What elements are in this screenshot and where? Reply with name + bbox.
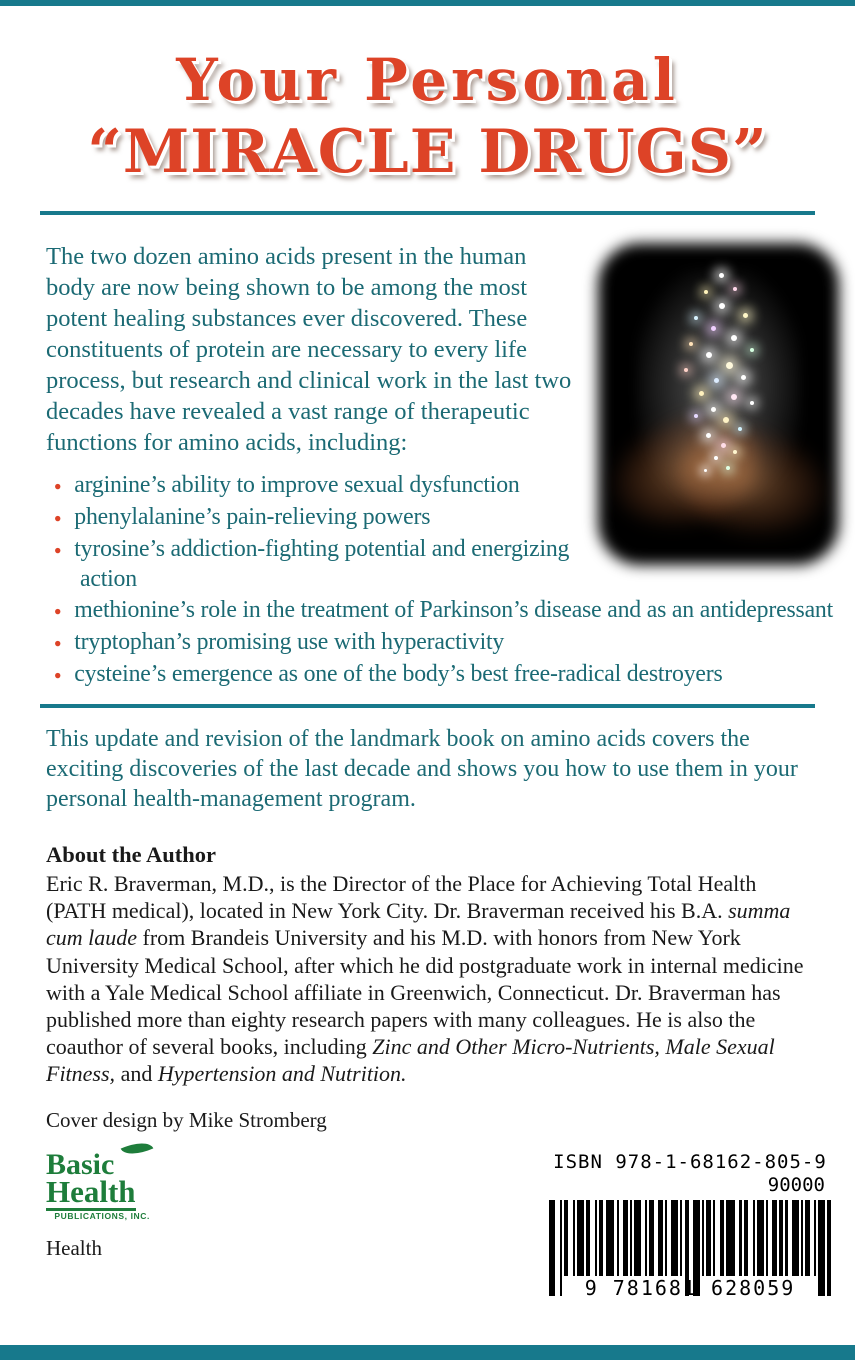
light-dot <box>699 391 704 396</box>
footer <box>46 1147 843 1300</box>
light-dot <box>733 450 737 454</box>
barcode-bar <box>649 1200 653 1276</box>
top-border-band <box>0 0 855 6</box>
hands-photo <box>596 241 841 567</box>
barcode-bar <box>792 1200 799 1276</box>
intro-paragraph: The two dozen amino acids present in the human body are now being shown to be among the most potent healing substances ever discovered. These constituents of protein are necessary to every life process, but research and clinical work in the last two decades have revealed a vast range of therapeutic functions for amino acids, including: <box>46 242 572 456</box>
barcode-bar <box>702 1200 704 1276</box>
barcode-bar <box>766 1200 768 1276</box>
light-dot <box>738 427 742 431</box>
barcode-bar <box>805 1200 809 1276</box>
intro-section <box>46 241 841 690</box>
bio-italic-segment: summa cum laude <box>46 898 791 951</box>
light-dot <box>721 443 726 448</box>
barcode-bar <box>680 1200 682 1276</box>
barcode-bar <box>772 1200 776 1276</box>
barcode-bar <box>586 1200 590 1276</box>
light-dot <box>726 466 730 470</box>
light-dot <box>711 326 716 331</box>
barcode-bar <box>599 1200 603 1276</box>
bio-text-segment: Eric R. Braverman, M.D., is the Director of the Place for Achieving Total Health (PATH medical), located in New York City. Dr. Braverman received his B.A. <box>46 870 757 924</box>
barcode-digits: 9 781681 628059 <box>584 1275 796 1300</box>
barcode-bar <box>706 1200 710 1276</box>
barcode-bar <box>564 1200 568 1276</box>
light-dot <box>731 394 737 400</box>
bio-text-segment: and <box>115 1061 158 1087</box>
author-bio <box>46 870 809 1088</box>
barcode-bar <box>634 1200 641 1276</box>
light-dot <box>719 303 725 309</box>
barcode-bar <box>573 1200 575 1276</box>
barcode-bar <box>757 1200 764 1276</box>
about-heading: About the Author <box>46 841 217 867</box>
barcode-bar <box>753 1200 755 1276</box>
benefit-item: ● methionine’s role in the treatment of Parkinson’s disease and as an antidepressant <box>46 596 841 626</box>
light-dot <box>733 287 737 291</box>
barcode-bar <box>720 1200 724 1276</box>
isbn-text: ISBN 978-1-68162-805-9 <box>553 1150 827 1173</box>
barcode-bar <box>606 1200 615 1276</box>
barcode-bar <box>726 1200 735 1276</box>
barcode-bar <box>713 1200 715 1276</box>
barcode-bar <box>658 1200 662 1276</box>
light-dot <box>743 313 748 318</box>
barcode-bar <box>801 1200 803 1276</box>
barcode-bar <box>630 1200 632 1276</box>
footer-left-column <box>46 1147 150 1262</box>
benefit-item: ● tyrosine’s addiction-fighting potential and energizing action <box>46 535 841 594</box>
barcode-bar <box>814 1200 816 1276</box>
bio-text-segment: from Brandeis University and his M.D. with honors from New York University Medical School, after which he did postgraduate work in internal medicine with a Yale Medical School affiliate in Greenwich, Connecticut. Dr. Braverman has published more than eighty research papers with many colleagues. He is also the coauthor of several books, including <box>46 925 804 1060</box>
barcode-bar <box>785 1200 787 1276</box>
light-dot <box>714 456 718 460</box>
light-dot <box>694 414 698 418</box>
title-line-1: Your Personal <box>176 46 679 114</box>
publisher-name-health: Health <box>46 1174 136 1210</box>
bio-italic-segment: Hypertension and Nutrition. <box>157 1061 407 1087</box>
publisher-subline: PUBLICATIONS, INC. <box>54 1210 150 1221</box>
barcode-bar <box>645 1200 647 1276</box>
light-dot <box>704 290 708 294</box>
bio-italic-segment: Male Sexual Fitness, <box>46 1034 775 1087</box>
category-label: Health <box>46 1236 102 1261</box>
benefit-item: ● phenylalanine’s pain-relieving powers <box>46 503 841 533</box>
light-dot <box>741 375 746 380</box>
about-section <box>46 842 809 1088</box>
benefit-item: ● cysteine’s emergence as one of the body’s best free-radical destroyers <box>46 660 841 690</box>
barcode-bar <box>595 1200 597 1276</box>
light-dot <box>694 316 698 320</box>
benefit-item: ● tryptophan’s promising use with hyperactivity <box>46 628 841 658</box>
barcode-bar <box>671 1200 678 1276</box>
barcode-bar <box>779 1200 783 1276</box>
benefit-item: ● arginine’s ability to improve sexual dysfunction <box>46 471 841 501</box>
light-dot <box>714 378 719 383</box>
publisher-name-basic: Basic <box>46 1147 115 1181</box>
summary-paragraph: This update and revision of the landmark book on amino acids covers the exciting discoveries of the last decade and shows you how to use them in your personal health-management program. <box>46 725 798 812</box>
barcode-bar <box>739 1200 741 1276</box>
light-dot <box>706 352 712 358</box>
barcode <box>543 1151 843 1300</box>
cover-credit: Cover design by Mike Stromberg <box>46 1107 327 1132</box>
light-dot <box>704 469 707 472</box>
divider-top-rule <box>40 211 815 215</box>
barcode-bar <box>744 1200 748 1276</box>
publisher-logo <box>46 1147 150 1221</box>
barcode-bar <box>617 1200 619 1276</box>
title-line-2: “MIRACLE DRUGS” <box>87 116 768 187</box>
barcode-bar <box>577 1200 584 1276</box>
bio-italic-segment: Zinc and Other Micro-Nutrients, <box>372 1034 660 1060</box>
bottom-border-band <box>0 1345 855 1360</box>
light-dot <box>689 342 693 346</box>
light-dot <box>726 362 733 369</box>
title-block <box>0 0 855 185</box>
barcode-bar <box>665 1200 667 1276</box>
barcode-bar <box>623 1200 627 1276</box>
divider-bottom-rule <box>40 704 815 708</box>
price-code: 90000 <box>767 1173 825 1196</box>
